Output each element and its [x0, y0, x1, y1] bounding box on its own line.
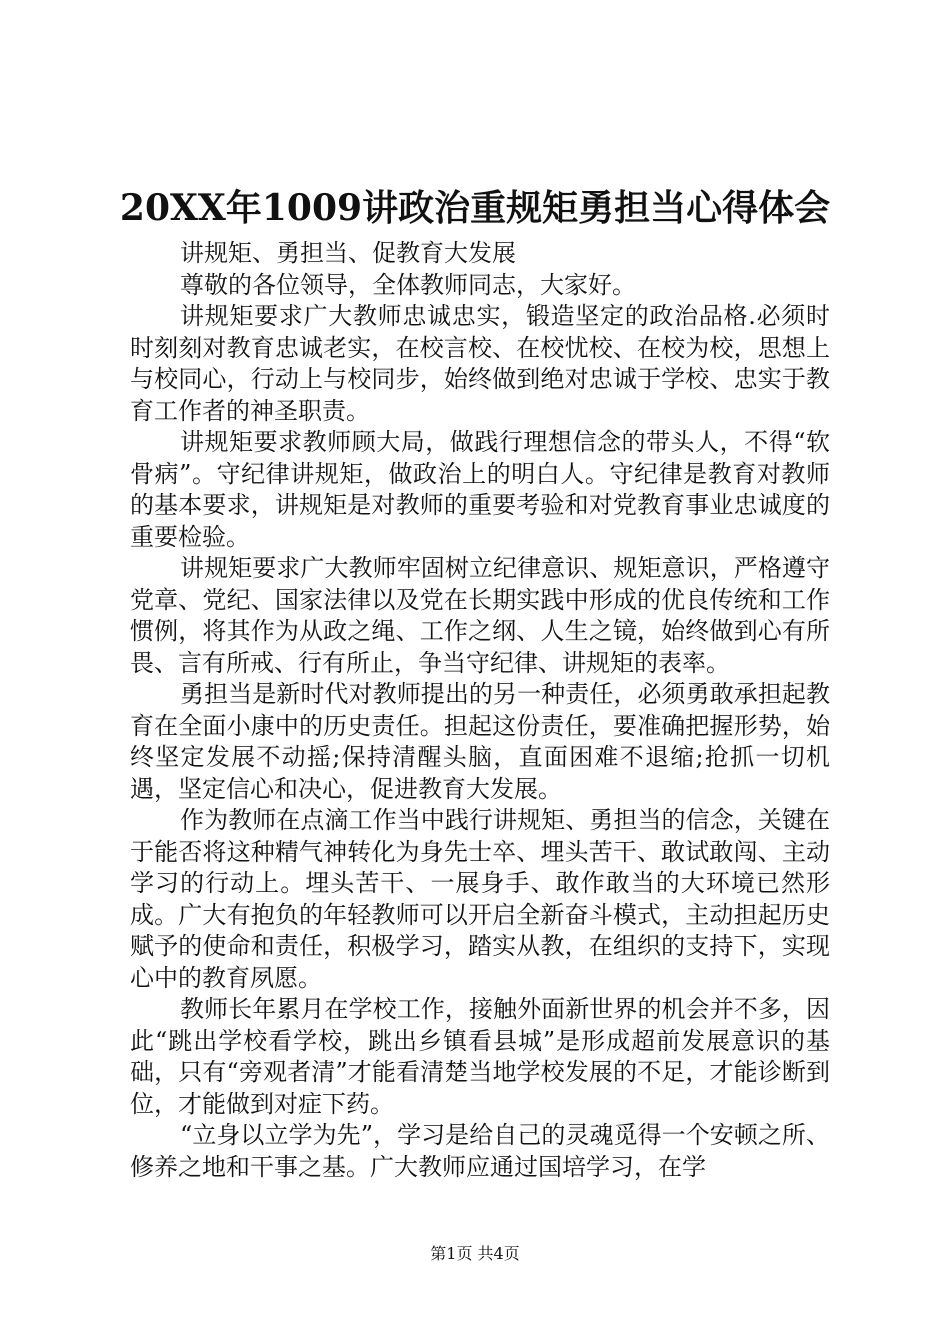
page-footer: 第1页 共4页 [430, 1244, 520, 1263]
paragraph: 教师长年累月在学校工作，接触外面新世界的机会并不多，因此“跳出学校看学校，跳出乡镇看县城”是形成超前发展意识的基础，只有“旁观者清”才能看清楚当地学校发展的不足，才能诊断到位，才能做到对症下药。 [130, 995, 830, 1118]
paragraph-greeting: 尊敬的各位领导，全体教师同志，大家好。 [180, 270, 636, 299]
paragraph: “立身以立学为先”，学习是给自己的灵魂觅得一个安顿之所、修养之地和干事之基。广大教师应通过国培学习，在学 [130, 1121, 830, 1181]
paragraph: 讲规矩要求广大教师忠诚忠实，锻造坚定的政治品格.必须时时刻刻对教育忠诚老实，在校言校、在校忧校、在校为校，思想上与校同心，行动上与校同步，始终做到绝对忠诚于学校、忠实于教育工作者的神圣职责。 [130, 302, 830, 425]
paragraph: 讲规矩要求教师顾大局，做践行理想信念的带头人，不得“软骨病”。守纪律讲规矩，做政治上的明白人。守纪律是教育对教师的基本要求，讲规矩是对教师的重要考验和对党教育事业忠诚度的重要检验。 [130, 428, 830, 551]
document-body [130, 238, 830, 1183]
document-title: 20XX年1009讲政治重规矩勇担当心得体会 [119, 187, 831, 229]
paragraph: 讲规矩要求广大教师牢固树立纪律意识、规矩意识，严格遵守党章、党纪、国家法律以及党在长期实践中形成的优良传统和工作惯例，将其作为从政之绳、工作之纲、人生之镜，始终做到心有所畏、言有所戒、行有所止，争当守纪律、讲规矩的表率。 [130, 554, 830, 677]
paragraph-subtitle: 讲规矩、勇担当、促教育大发展 [180, 239, 516, 267]
paragraph: 勇担当是新时代对教师提出的另一种责任，必须勇敢承担起教育在全面小康中的历史责任。担起这份责任，要准确把握形势，始终坚定发展不动摇;保持清醒头脑，直面困难不退缩;抢抓一切机遇，坚定信心和决心，促进教育大发展。 [130, 680, 830, 803]
paragraph: 作为教师在点滴工作当中践行讲规矩、勇担当的信念，关键在于能否将这种精气神转化为身先士卒、埋头苦干、敢试敢闯、主动学习的行动上。埋头苦干、一展身手、敢作敢当的大环境已然形成。广大有抱负的年轻教师可以开启全新奋斗模式，主动担起历史赋予的使命和责任，积极学习，踏实从教，在组织的支持下，实现心中的教育夙愿。 [130, 806, 830, 992]
